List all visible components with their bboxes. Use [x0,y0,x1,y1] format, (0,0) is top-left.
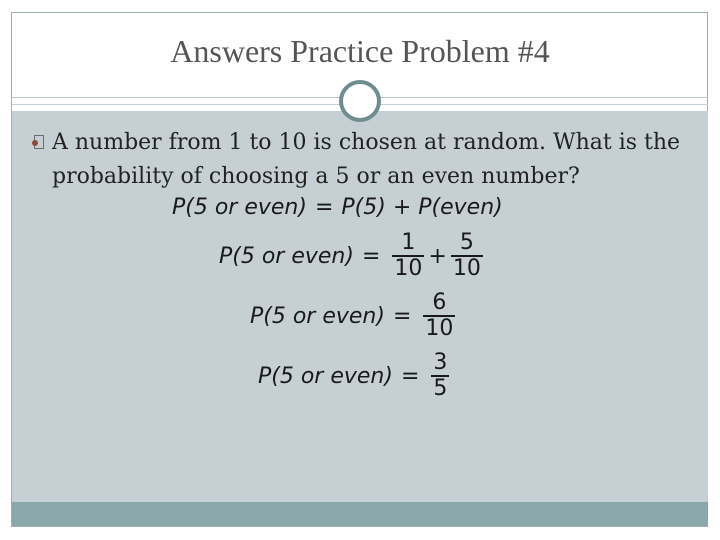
equals-sign: = [361,243,381,269]
equation-lhs: P(5 or even) [172,194,307,220]
equals-sign: = [314,194,334,220]
fraction-3-over-5 [431,351,449,401]
fraction-numerator: 5 [459,230,474,255]
equation-line-4 [258,346,453,406]
fraction-6-over-10 [423,291,455,341]
plus-sign: + [428,243,447,269]
footer-bar [12,502,708,526]
equation-line-3 [250,286,459,346]
fraction-1-over-10 [392,231,424,281]
equation-line-1 [172,192,503,222]
equation-line-2 [219,226,487,286]
fraction-denominator: 5 [433,376,448,401]
fraction-numerator: 1 [401,230,416,255]
bullet-dot-icon [32,140,38,146]
equation-lhs: P(5 or even) [219,243,354,269]
slide-title: Answers Practice Problem #4 [170,33,550,69]
fraction-denominator: 10 [452,256,481,281]
question-text: A number from 1 to 10 is chosen at random. What is the probability of choosing a 5 or an even number? [52,130,681,189]
fraction-5-over-10 [451,231,483,281]
fraction-numerator: 6 [432,290,447,315]
decorative-circle-icon [339,80,381,122]
fraction-numerator: 3 [433,350,448,375]
fraction-denominator: 10 [394,256,423,281]
equals-sign: = [392,303,412,329]
equation-lhs: P(5 or even) [250,303,385,329]
equation-rhs: P(5) + P(even) [341,194,503,220]
fraction-denominator: 10 [425,316,454,341]
equals-sign: = [400,363,420,389]
equation-lhs: P(5 or even) [258,363,393,389]
